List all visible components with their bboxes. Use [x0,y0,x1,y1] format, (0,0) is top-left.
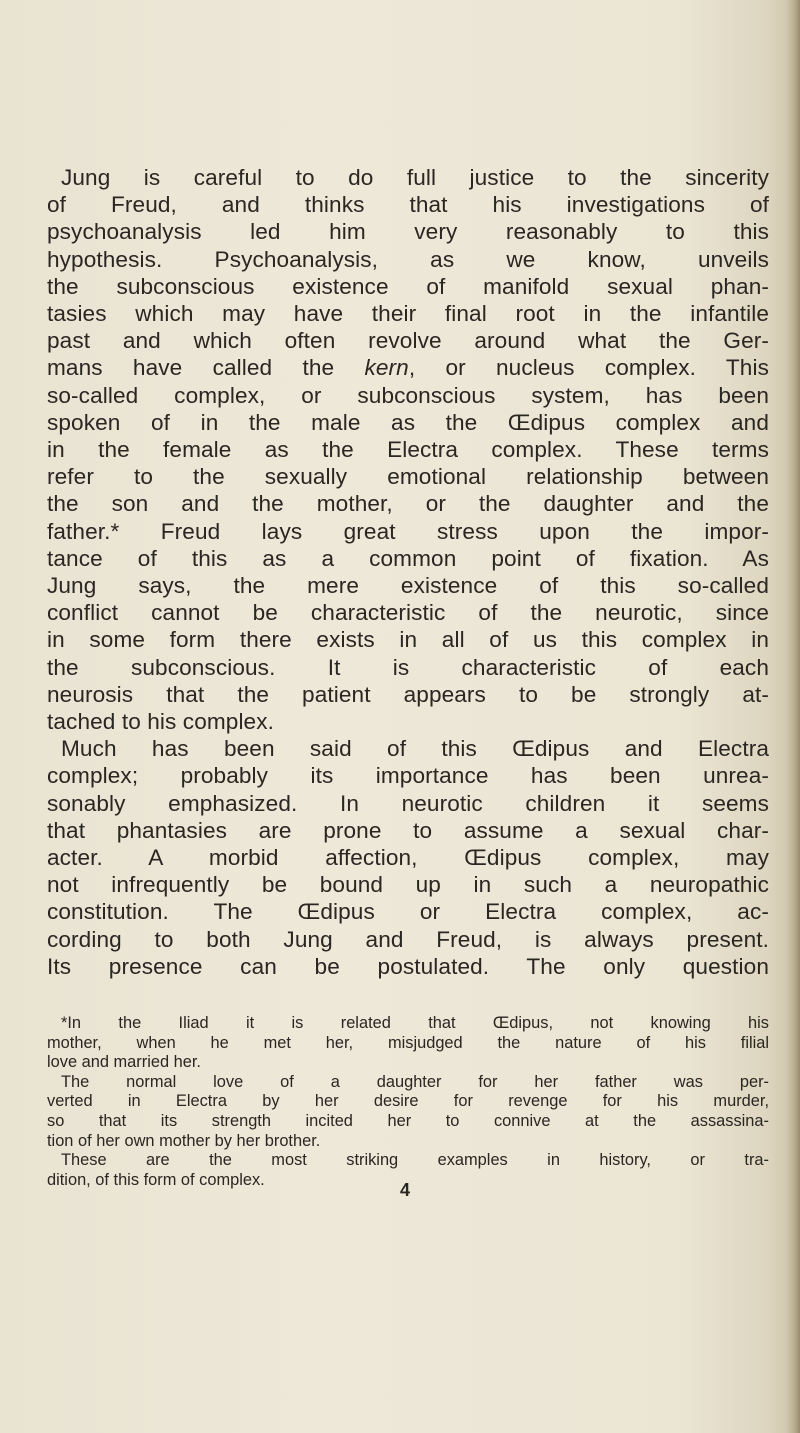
footnote-2 [47,1073,769,1151]
footnote-1 [47,1014,769,1073]
text-line: spoken of in the male as the Œdipus complex and [47,409,769,435]
footnote-line: dition, of this form of complex. [47,1170,265,1189]
text-line: tance of this as a common point of fixation. As [47,545,769,571]
text-line: mans have called the kern, or nucleus complex. This [47,355,769,381]
footnote-line: *In the Iliad it is related that Œdipus, not knowing his [61,1014,769,1032]
footnotes [47,1014,769,1190]
footnote-line: These are the most striking examples in history, or tra- [61,1151,769,1170]
footnote-line: The normal love of a daughter for her father was per- [61,1072,769,1091]
text-line: that phantasies are prone to assume a sexual char- [47,817,769,843]
text-line: past and which often revolve around what the Ger- [47,328,769,354]
text-line: neurosis that the patient appears to be strongly at- [47,681,769,707]
text-line: conflict cannot be characteristic of the neurotic, since [47,600,769,626]
text-line: not infrequently be bound up in such a neuropathic [47,872,769,898]
text-line: sonably emphasized. In neurotic children it seems [47,790,769,816]
paragraph-1 [47,164,769,735]
text-line: refer to the sexually emotional relationship between [47,464,769,490]
text-line: hypothesis. Psychoanalysis, as we know, unveils [47,246,769,272]
text-line: of Freud, and thinks that his investigations of [47,192,769,218]
footnote-line: so that its strength incited her to connive at the assassina- [47,1111,769,1130]
footnote-line: verted in Electra by her desire for revenge for his murder, [47,1092,769,1111]
main-text [47,164,769,980]
text-line: in the female as the Electra complex. These terms [47,437,769,463]
text-line: so-called complex, or subconscious system, has been [47,382,769,408]
text-line: psychoanalysis led him very reasonably to this [47,219,769,245]
footnote-line: tion of her own mother by her brother. [47,1131,321,1150]
text-line: the son and the mother, or the daughter and the [47,491,769,517]
text-line: tached to his complex. [47,709,275,735]
footnote-line: love and married her. [47,1053,201,1072]
text-line: father.* Freud lays great stress upon the impor- [47,518,769,544]
paragraph-2 [47,735,769,980]
text-line: Much has been said of this Œdipus and Electra [61,736,769,762]
text-line: constitution. The Œdipus or Electra complex, ac- [47,899,769,925]
text-line: acter. A morbid affection, Œdipus complex, may [47,845,769,871]
text-line: tasies which may have their final root in the infantile [47,301,769,327]
page-number-text: 4 [399,1180,410,1200]
footnote-line: mother, when he met her, misjudged the nature of his filial [47,1033,769,1052]
page-number [0,1180,800,1201]
text-line: Jung is careful to do full justice to the sincerity [61,165,769,190]
text-line: complex; probably its importance has been unrea- [47,763,769,789]
text-line: in some form there exists in all of us this complex in [47,627,769,653]
text-line: Jung says, the mere existence of this so-called [47,573,769,599]
page-edge-shadow [786,0,800,1433]
text-line: the subconscious. It is characteristic of each [47,654,769,680]
text-line: the subconscious existence of manifold sexual phan- [47,273,769,299]
text-line: Its presence can be postulated. The only question [47,953,769,979]
text-line: cording to both Jung and Freud, is always present. [47,926,769,952]
